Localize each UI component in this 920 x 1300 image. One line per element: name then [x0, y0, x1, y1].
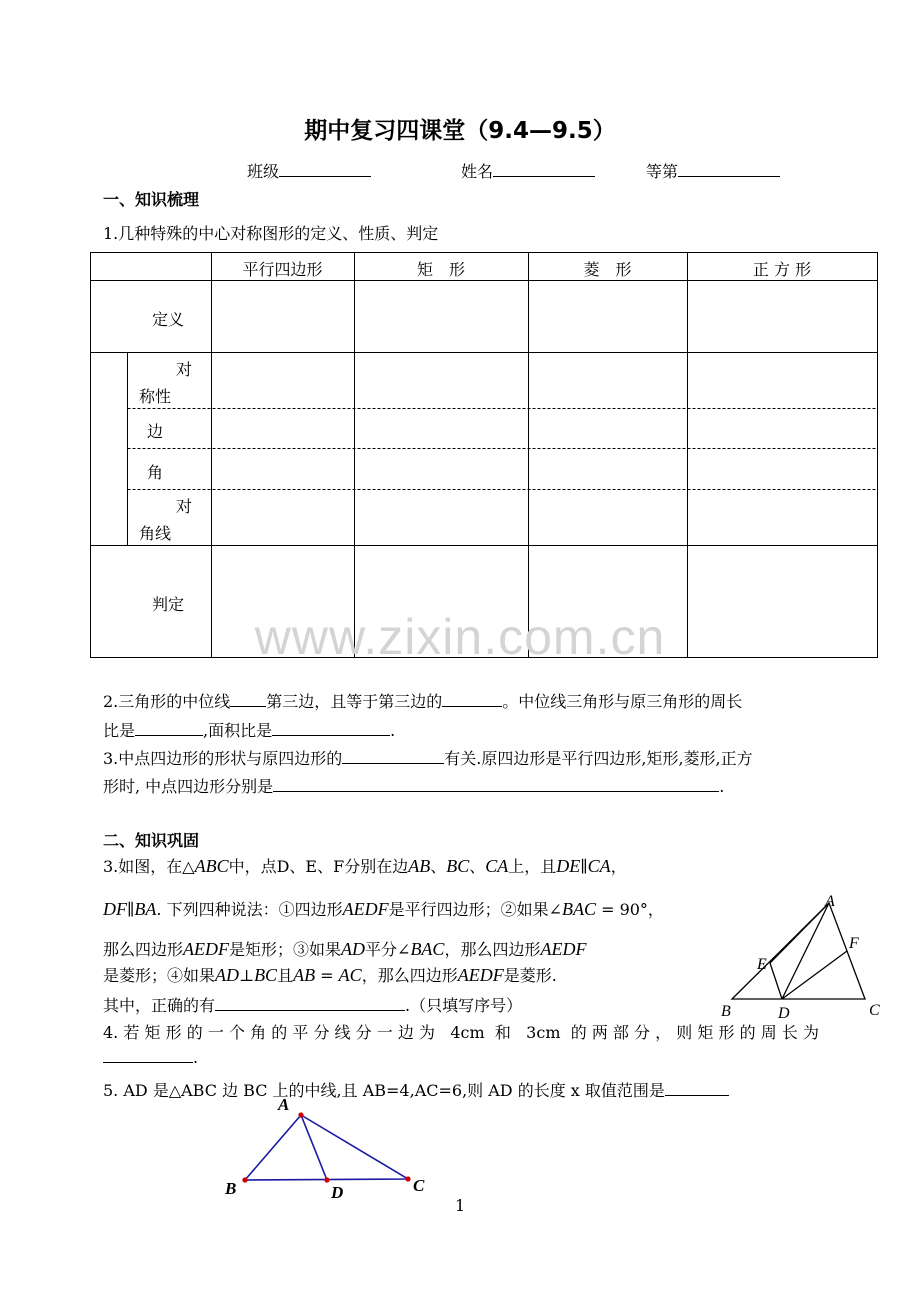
q3-text: ，那么四边形 — [444, 940, 541, 959]
q3-math: CA — [485, 856, 509, 876]
item3a-blank-2[interactable] — [273, 777, 719, 792]
item3a-text-b: 有关.原四边形是平行四边形,矩形,菱形,正方 — [444, 749, 753, 768]
segment-ad — [782, 903, 829, 999]
q3-text: 、 — [430, 857, 447, 876]
item2-text-c: 。中位线三角形与原三角形的周长 — [502, 692, 743, 711]
item3a-blank-1[interactable] — [342, 749, 444, 764]
item3a-line2 — [103, 774, 724, 797]
q3-text: ∥ — [127, 900, 135, 919]
label-e: E — [757, 956, 767, 973]
q3-math: DE — [556, 856, 581, 876]
item2-line1 — [103, 689, 742, 712]
row-angle: 角 — [147, 463, 164, 482]
page-title: 期中复习四课堂（9.4—9.5） — [304, 118, 616, 144]
q3-text: 是平行四边形；②如果∠ — [388, 900, 562, 919]
q3-text: 且 — [277, 966, 294, 985]
triangle-figure-2 — [218, 1092, 438, 1204]
page-number: 1 — [455, 1196, 466, 1215]
q3-math: AB — [408, 856, 431, 876]
q3-text: ∥ — [580, 857, 588, 876]
item2-text-d: 比是 — [103, 721, 136, 740]
q3-math: AEDF — [540, 939, 587, 959]
label-a-2: A — [278, 1095, 290, 1114]
label-d: D — [778, 1005, 790, 1022]
col-rectangle: 矩 形 — [416, 260, 465, 279]
q3-text: . 下列四种说法：①四边形 — [156, 900, 343, 919]
q3-line2 — [103, 897, 664, 920]
item2-text-b: 第三边，且等于第三边的 — [266, 692, 443, 711]
segment-df — [782, 951, 847, 999]
q3-line4 — [103, 963, 557, 986]
segment-de — [770, 963, 782, 999]
q5-text: 5. AD 是△ABC 边 BC 上的中线,且 AB=4,AC=6,则 AD 的长度 x 取值范围是 — [103, 1081, 665, 1100]
q3-line1 — [103, 854, 627, 877]
q3-math: AEDF — [183, 939, 229, 959]
triangle-abc-2 — [245, 1115, 408, 1180]
q3-line3 — [103, 937, 586, 960]
item3a-text-d: . — [719, 777, 725, 796]
col-rhombus: 菱 形 — [583, 260, 632, 279]
item2-blank-1[interactable] — [230, 692, 266, 707]
q3-text: 中，点D、E、F分别在边 — [228, 857, 409, 876]
label-c: C — [869, 1002, 880, 1019]
q3-math: BAC — [561, 899, 596, 919]
item3a-text-c: 形时, 中点四边形分别是 — [103, 777, 274, 796]
point-b — [242, 1177, 247, 1182]
q3-text: 那么四边形 — [103, 940, 184, 959]
row-definition: 定义 — [152, 310, 185, 329]
q3-math: ABC — [194, 856, 229, 876]
q3-text: 、 — [469, 857, 486, 876]
triangle-figure-1 — [715, 892, 890, 1022]
label-f: F — [849, 935, 859, 952]
label-b: B — [721, 1003, 731, 1020]
q3-answer-blank[interactable] — [215, 996, 405, 1011]
q3-text: .（只填写序号） — [405, 996, 523, 1015]
item2-text-e: ,面积比是 — [203, 721, 273, 740]
q3-math: AD — [215, 965, 240, 985]
median-ad — [301, 1115, 327, 1180]
q3-text: 平分∠ — [365, 940, 411, 959]
q3-math: AEDF — [457, 965, 504, 985]
row-symmetry-line2: 称性 — [139, 387, 172, 406]
class-label: 班级 — [247, 162, 280, 181]
q3-text: 是矩形；③如果 — [229, 940, 342, 959]
q3-text: 3.如图，在△ — [103, 857, 195, 876]
q3-text: ，那么四边形 — [361, 966, 458, 985]
row-judgement: 判定 — [152, 595, 185, 614]
q3-text: 是菱形；④如果 — [103, 966, 216, 985]
q3-text: 是菱形. — [503, 966, 557, 985]
q3-math: AC — [338, 965, 362, 985]
item2-blank-4[interactable] — [272, 721, 390, 736]
label-b-2: B — [225, 1179, 237, 1198]
segment-ea — [770, 903, 829, 963]
q3-text: = 90°， — [595, 900, 664, 919]
row-diagonal-line1: 对 — [176, 497, 193, 516]
q5-answer-blank[interactable] — [665, 1081, 729, 1096]
item2-blank-2[interactable] — [442, 692, 502, 707]
q3-math: AEDF — [342, 899, 389, 919]
q3-text: 上，且 — [508, 857, 557, 876]
name-label: 姓名 — [461, 162, 494, 181]
item2-blank-3[interactable] — [135, 721, 203, 736]
row-symmetry-line1: 对 — [176, 360, 193, 379]
point-d — [324, 1177, 329, 1182]
q3-math: CA — [587, 856, 611, 876]
q3-text: ， — [610, 857, 627, 876]
row-diagonal-line2: 角线 — [139, 524, 172, 543]
q3-text: ⊥ — [239, 966, 255, 985]
triangle-abc — [732, 903, 865, 999]
label-a: A — [825, 893, 835, 910]
q3-text: = — [315, 966, 339, 985]
q3-math: BC — [446, 856, 470, 876]
item3a-text-a: 3.中点四边形的形状与原四边形的 — [103, 749, 343, 768]
label-c-2: C — [413, 1176, 425, 1195]
section2-heading: 二、知识巩固 — [103, 831, 200, 850]
q3-math: BAC — [410, 939, 445, 959]
q4-answer-blank[interactable] — [103, 1048, 193, 1063]
col-parallelogram: 平行四边形 — [242, 260, 323, 279]
q3-math: BA — [134, 899, 157, 919]
q4-line1: 4.若矩形的一个角的平分线分一边为 4cm 和 3cm 的两部分，则矩形的周长为 — [103, 1023, 819, 1042]
watermark: www.zixin.com.cn — [254, 609, 666, 665]
q3-text: 其中，正确的有 — [103, 996, 216, 1015]
q4-line2 — [103, 1048, 198, 1067]
item1-text: 1.几种特殊的中心对称图形的定义、性质、判定 — [103, 224, 439, 243]
point-c — [405, 1176, 410, 1181]
label-d-2: D — [331, 1183, 344, 1202]
section1-heading: 一、知识梳理 — [103, 190, 200, 209]
q3-line5 — [103, 993, 522, 1016]
grade-label: 等第 — [646, 162, 679, 181]
item3a-line1 — [103, 746, 753, 769]
q3-math: BC — [254, 965, 278, 985]
item2-text-a: 2.三角形的中位线 — [103, 692, 231, 711]
item2-line2 — [103, 718, 395, 741]
q3-math: DF — [103, 899, 127, 919]
row-side: 边 — [147, 422, 164, 441]
point-a — [298, 1112, 303, 1117]
q3-math: AB — [293, 965, 316, 985]
col-square: 正 方 形 — [752, 260, 812, 279]
q4-period: . — [193, 1048, 199, 1067]
item2-text-f: . — [390, 721, 396, 740]
q3-math: AD — [341, 939, 366, 959]
